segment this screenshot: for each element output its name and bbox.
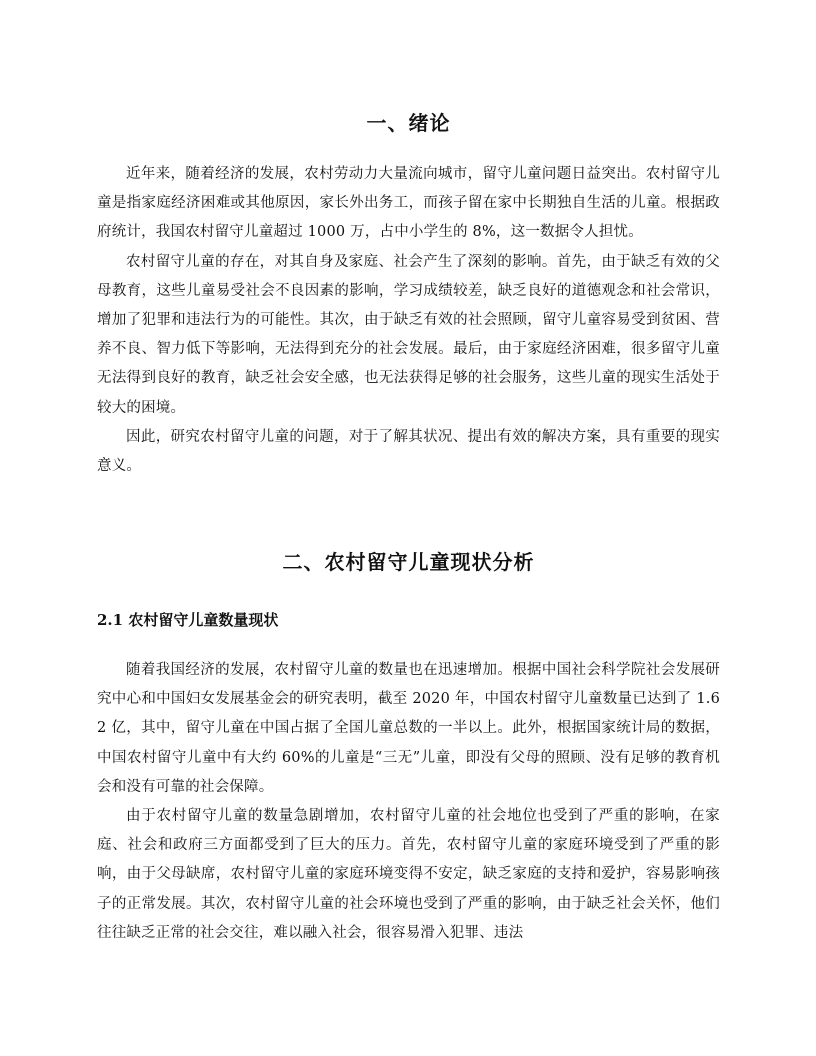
paragraph: 随着我国经济的发展，农村留守儿童的数量也在迅速增加。根据中国社会科学院社会发展研究中心和中国妇女发展基金会的研究表明，截至 2020 年，中国农村留守儿童数量已达到了 1.62 亿，其中，留守儿童在中国占据了全国儿童总数的一半以上。此外，根据国家统计局的数据，中国农村留守儿童中有大约 60%的儿童是“三无”儿童，即没有父母的照顾、没有足够的教育机会和没有可靠的社会保障。: [97, 662, 720, 795]
section-title-status-analysis: 二、农村留守儿童现状分析: [282, 550, 535, 574]
paragraph: 近年来，随着经济的发展，农村劳动力大量流向城市，留守儿童问题日益突出。农村留守儿童是指家庭经济困难或其他原因，家长外出务工，而孩子留在家中长期独自生活的儿童。根据政府统计，我国农村留守儿童超过 1000 万，占中小学生的 8%，这一数据令人担忧。: [97, 166, 720, 241]
paragraph: 农村留守儿童的存在，对其自身及家庭、社会产生了深刻的影响。首先，由于缺乏有效的父母教育，这些儿童易受社会不良因素的影响，学习成绩较差，缺乏良好的道德观念和社会常识，增加了犯罪和违法行为的可能性。其次，由于缺乏有效的社会照顾，留守儿童容易受到贫困、营养不良、智力低下等影响，无法得到充分的社会发展。最后，由于家庭经济困难，很多留守儿童无法得到良好的教育，缺乏社会安全感，也无法获得足够的社会服务，这些儿童的现实生活处于较大的困境。: [97, 253, 720, 416]
paragraph: 因此，研究农村留守儿童的问题，对于了解其状况、提出有效的解决方案，具有重要的现实意义。: [97, 428, 720, 475]
section-title-introduction: 一、绪论: [366, 111, 451, 135]
subsection-heading-quantity: 2.1 农村留守儿童数量现状: [97, 611, 279, 629]
paragraph: 由于农村留守儿童的数量急剧增加，农村留守儿童的社会地位也受到了严重的影响，在家庭、社会和政府三方面都受到了巨大的压力。首先，农村留守儿童的家庭环境受到了严重的影响，由于父母缺席，农村留守儿童的家庭环境变得不安定，缺乏家庭的支持和爱护，容易影响孩子的正常发展。其次，农村留守儿童的社会环境也受到了严重的影响，由于缺乏社会关怀，他们往往缺乏正常的社会交往，难以融入社会，很容易滑入犯罪、违法: [97, 808, 720, 941]
subsection-quantity-body: [97, 656, 720, 948]
section-introduction-body: [97, 160, 720, 481]
